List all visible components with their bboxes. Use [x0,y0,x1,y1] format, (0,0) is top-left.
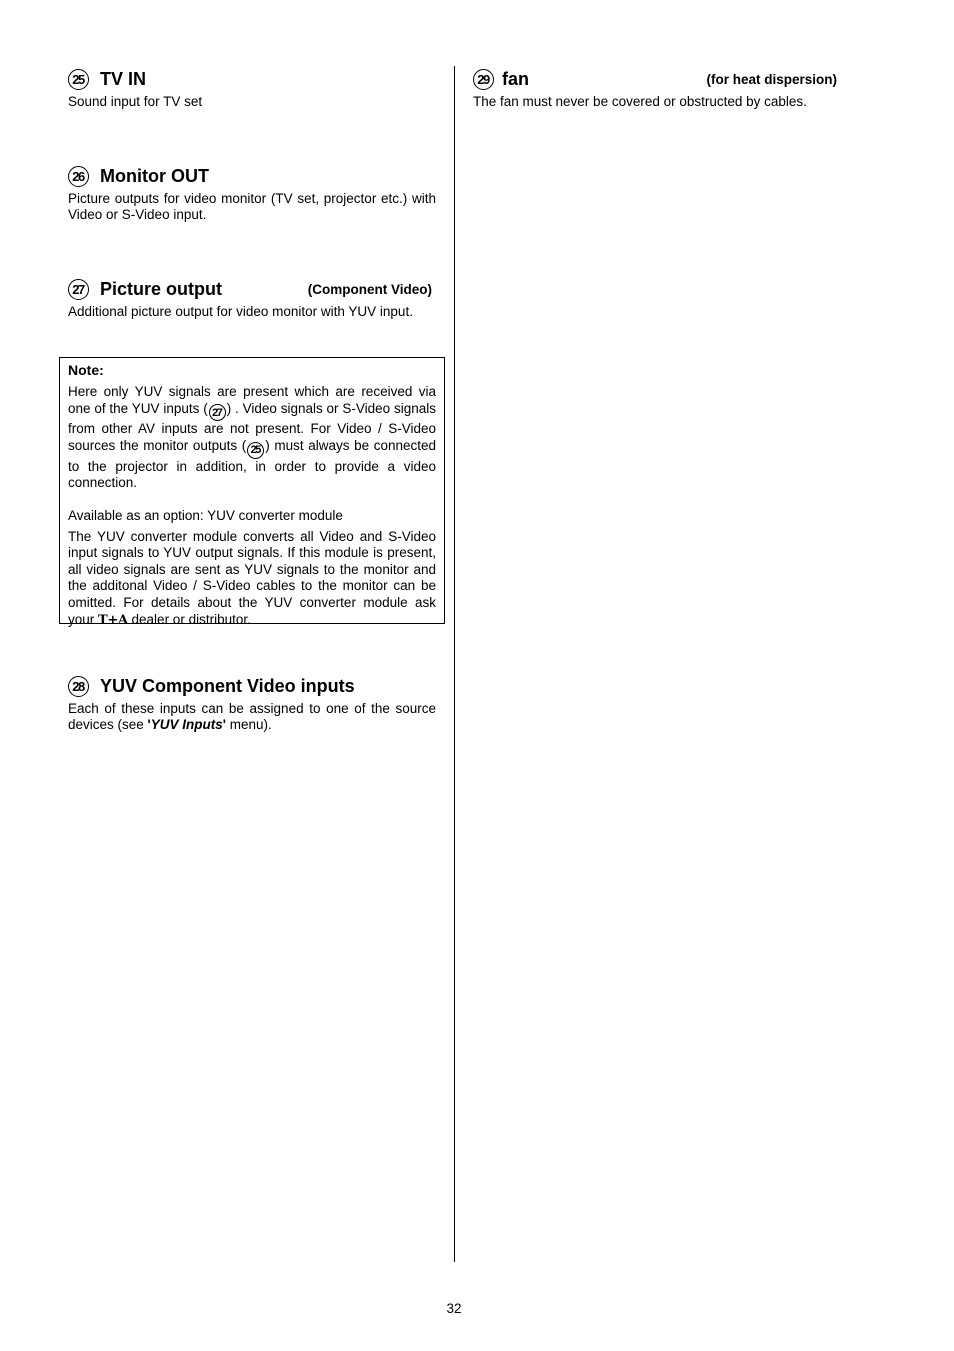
section-text: Picture outputs for video monitor (TV set, projector etc.) with Video or S-Video input. [68,191,436,223]
section-yuv-inputs [68,673,436,734]
text-fragment: Here only YUV signals are present which are received via one of the YUV inputs ( [68,384,436,416]
text-fragment: The YUV converter module converts all Video and S-Video input signals to YUV output signals. If this module is present, all video signals are sent as YUV signals to the monitor and the additonal Video / S-Video cables to the monitor can be omitted. For details about the YUV converter module ask your [68,528,436,627]
note-paragraph-1 [68,384,436,492]
note-paragraph-2 [68,529,436,630]
number-badge-ref: 25 [247,442,264,459]
section-text: The fan must never be covered or obstructed by cables. [473,94,807,109]
menu-name: YUV Inputs [150,717,223,733]
number-badge: 27 [68,279,89,300]
text-fragment: Each of these inputs can be assigned to one of the source devices (see [68,701,436,733]
number-badge: 28 [68,676,89,697]
number-badge: 25 [68,69,89,90]
column-divider [454,66,455,1262]
section-fan [473,66,843,110]
number-badge: 29 [473,69,494,90]
section-subtitle: (Component Video) [307,281,432,297]
section-text [68,701,436,734]
section-subtitle: (for heat dispersion) [706,71,837,87]
section-picture-output [68,276,436,320]
quote-mark: ' [222,717,226,733]
note-option-line: Available as an option: YUV converter module [68,507,343,523]
number-badge-ref: 27 [209,404,226,421]
page-number: 32 [446,1301,462,1316]
brand-logo: T+A [98,612,128,628]
number-badge: 26 [68,166,89,187]
section-text: Additional picture output for video monitor with YUV input. [68,304,413,319]
section-monitor-out [68,163,436,224]
text-fragment: menu). [226,717,272,733]
right-column [473,66,843,146]
text-fragment: ) must always be connected to the projector in addition, in order to provide a video connection. [68,437,436,491]
text-fragment: ) . Video signals or S-Video signals from other AV inputs are not present. For Video / S-Video sources the monitor outputs ( [68,400,436,453]
note-title: Note: [68,362,104,378]
section-text: Sound input for TV set [68,94,203,109]
section-title: TV IN [100,68,147,89]
quote-mark: ' [147,717,151,733]
section-tv-in [68,66,436,110]
note-box [59,357,445,628]
section-title: Monitor OUT [100,165,209,186]
section-title: YUV Component Video inputs [100,675,355,696]
section-title: fan [502,68,529,89]
section-title: Picture output [100,278,222,299]
text-fragment: dealer or distributor. [127,611,251,627]
